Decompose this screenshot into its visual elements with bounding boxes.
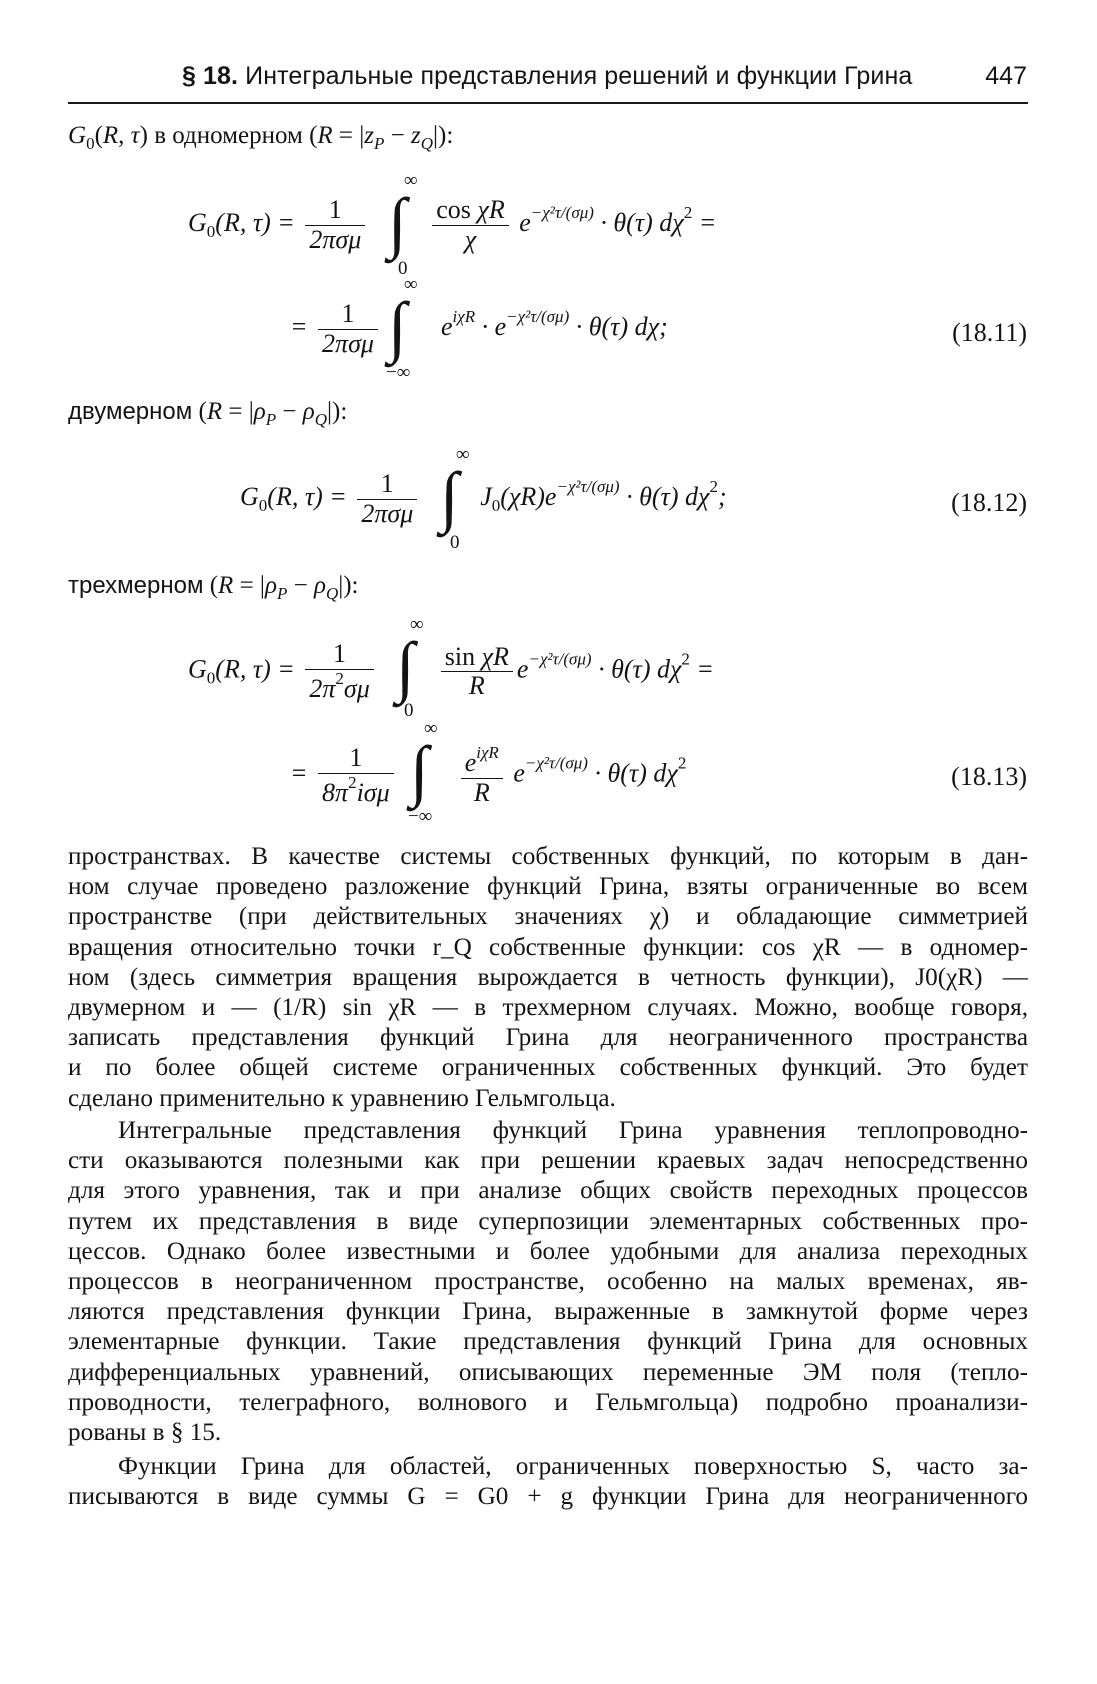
book-page: § 18. Интегральные представления решений и функции Грина 447 $G_0(R$, τ) в одномерном $(R = |z_P - z_Q|)$: $G_0(R$, τ) = $\frac{1}{\text{2πσμ}}$ $\frac{\text{cos χR}}{\chi}$ $e^{-\chi^2\tau/(\sigma\mu)} \cdot \theta(\tau) d\chi^2$ = ∫ ∞ 0 = $\frac{1}{\text{2πσμ}}$ $e^{i\chi R} \cdot e^{-\chi^2\tau/(\sigma\mu)} \cdot \theta(\tau)$ dχ; ∫ ∞ −∞ (18.11) двумерном $(R = |\rho_P - \rho_Q|)$: $G_0(R$, τ) = $\frac{1}{\text{2πσμ}}$ $J_0(\chi R)e^{-\chi^2\tau/(\sigma\mu)} \cdot \theta(\tau)$ $d\chi^2$; ∫ ∞ 0 (18.12) трехмерном $(R = |\rho_P - \rho_Q|)$: $G_0(R$, τ) = $\frac{1}{2\pi^2\sigma\mu}$ $\frac{\text{sin χR}}{R}$ $e^{-\chi^2\tau/(\sigma\mu)} \cdot \theta(\tau) d\chi^2$ = ∫ ∞ 0 = $\frac{1}{8\pi^2i\sigma\mu}$ $\frac{e^{i\chi R}}{R}$ $e^{-\chi^2\tau/(\sigma\mu)} \cdot \theta(\tau)$ $d\chi^2$ ∫ ∞ −∞ (18.13) пространствах. В качестве системы собственных функций, по которым в дан- ном случае проведено разложение функций Грина, взяты ограниченные во всем пространстве (при действительных значениях χ) и обладающие симметрией вращения относительно точки r_Q собственные функции: cos χR — в одномер- ном (здесь симметрия вращения вырождается в четность функции), J0(χR) — двумерном и — (1/R) sin χR — в трехмерном случаях. Можно, вообще говоря, записать представления функций Грина для неограниченного пространства и по более общей системе ограниченных собственных функций. Это будет сделано применительно к уравнению Гельмгольца. Интегральные представления функций Грина уравнения теплопроводно- сти оказываются полезными как при решении краевых задач непосредственно для этого уравнения, так и при анализе общих свойств переходных процессов путем их представления в виде суперпозиции элементарных собственных про- цессов. Однако более известными и более удобными для анализа переходных процессов в неограниченном пространстве, особенно на малых временах, яв- ляются представления функции Грина, выраженные в замкнутой форме через элементарные функции. Такие представления функций Грина для основных дифференциальных уравнений, описывающих переменные ЭМ поля (тепло- проводности, телеграфного, волнового и Гельмгольца) подробно проанализи- рованы в § 15. Функции Грина для областей, ограниченных поверхностью S, часто за- писываются в виде суммы G = G0 + g функции Грина для неограниченного bbox=[0, 0, 1097, 1684]
intro-two-dim: двумерном $(R = |\rho_P - \rho_Q|)$: bbox=[68, 398, 348, 429]
text-line: путем их представления в виде суперпозиции элементарных собственных про- bbox=[68, 1207, 1028, 1235]
paragraph-3 bbox=[68, 1452, 1028, 1512]
integral-sign: ∫ bbox=[388, 184, 407, 260]
equation-number: (18.12) bbox=[951, 488, 1027, 517]
text-line: для этого уравнения, так и при анализе общих свойств переходных процессов bbox=[68, 1177, 1028, 1205]
text-line: проводности, телеграфного, волнового и Гельмгольца) подробно проанализи- bbox=[68, 1388, 1028, 1416]
integral-sign: ∫ bbox=[410, 732, 429, 808]
equation-3d-second: = $\frac{1}{8\pi^2i\sigma\mu}$ $\frac{e^{i\chi R}}{R}$ $e^{-\chi^2\tau/(\sigma\mu)} \cdot \theta(\tau)$ $d\chi^2$ bbox=[290, 743, 687, 807]
equation-3d-first: $G_0(R$, τ) = $\frac{1}{2\pi^2\sigma\mu}$ $\frac{\text{sin χR}}{R}$ $e^{-\chi^2\tau/(\sigma\mu)} \cdot \theta(\tau) d\chi^2$ = bbox=[188, 639, 714, 703]
integral-sign: ∫ bbox=[388, 288, 407, 364]
text-line: и по более общей системе ограниченных собственных функций. Это будет bbox=[68, 1054, 1028, 1082]
text-line: рованы в § 15. bbox=[68, 1418, 222, 1446]
text-line: вращения относительно точки r_Q собственные функции: cos χR — в одномер- bbox=[68, 933, 1028, 961]
intro-three-dim: трехмерном $(R = |\rho_P - \rho_Q|)$: bbox=[68, 572, 359, 603]
text-line: процессов в неограниченном пространстве, особенно на малых временах, яв- bbox=[68, 1267, 1028, 1295]
intro-three-dim-label: трехмерном bbox=[68, 572, 204, 599]
text-line: ном (здесь симметрия вращения вырождается в четность функции), J0(χR) — bbox=[68, 963, 1028, 991]
section-number: § 18. bbox=[182, 62, 239, 90]
intro-two-dim-label: двумерном bbox=[68, 398, 193, 425]
text-line: цессов. Однако более известными и более удобными для анализа переходных bbox=[68, 1237, 1028, 1265]
text-line: ном случае проведено разложение функций Грина, взяты ограниченные во всем bbox=[68, 873, 1028, 901]
integral-sign: ∫ bbox=[396, 628, 415, 704]
paragraph-2 bbox=[68, 1116, 1028, 1448]
equation-2d: $G_0(R$, τ) = $\frac{1}{\text{2πσμ}}$ $J_0(\chi R)e^{-\chi^2\tau/(\sigma\mu)} \cdot \theta(\tau)$ $d\chi^2$; bbox=[240, 469, 727, 528]
text-line: Функции Грина для областей, ограниченных поверхностью S, часто за- bbox=[118, 1453, 1028, 1480]
text-line: сделано применительно к уравнению Гельмгольца. bbox=[68, 1084, 616, 1112]
integral-sign: ∫ bbox=[440, 458, 459, 534]
intro-one-dim: $G_0(R$, τ) в одномерном $(R = |z_P - z_Q|)$: bbox=[68, 122, 454, 153]
text-line: двумерном и — (1/R) sin χR — в трехмерном случаях. Можно, вообще говоря, bbox=[68, 993, 1028, 1021]
header-rule bbox=[68, 102, 1028, 104]
paragraph-1 bbox=[68, 842, 1028, 1114]
running-head bbox=[182, 62, 912, 91]
text-line: сти оказываются полезными как при решении краевых задач непосредственно bbox=[68, 1147, 1028, 1175]
text-line: ляются представления функции Грина, выраженные в замкнутой форме через bbox=[68, 1298, 1028, 1326]
equation-number: (18.13) bbox=[951, 762, 1027, 791]
intro-one-dim-label: в одномерном bbox=[154, 122, 303, 149]
text-line: писываются в виде суммы G = G0 + g функции Грина для неограниченного bbox=[68, 1483, 1028, 1511]
equation-1d-second: = $\frac{1}{\text{2πσμ}}$ $e^{i\chi R} \cdot e^{-\chi^2\tau/(\sigma\mu)} \cdot \theta(\tau)$ dχ; bbox=[290, 299, 668, 358]
text-line: пространствах. В качестве системы собственных функций, по которым в дан- bbox=[68, 843, 1028, 870]
text-line: пространстве (при действительных значениях χ) и обладающие симметрией bbox=[68, 903, 1028, 931]
text-line: элементарные функции. Такие представления функций Грина для основных bbox=[68, 1328, 1028, 1356]
text-line: записать представления функций Грина для неограниченного пространства bbox=[68, 1024, 1028, 1052]
text-line: дифференциальных уравнений, описывающих переменные ЭМ поля (тепло- bbox=[68, 1358, 1028, 1386]
page-number: 447 bbox=[985, 62, 1027, 90]
running-head-title: Интегральные представления решений и функции Грина bbox=[245, 62, 913, 90]
equation-1d-first: $G_0(R$, τ) = $\frac{1}{\text{2πσμ}}$ $\frac{\text{cos χR}}{\chi}$ $e^{-\chi^2\tau/(\sigma\mu)} \cdot \theta(\tau) d\chi^2$ = bbox=[188, 195, 717, 254]
text-line: Интегральные представления функций Грина уравнения теплопроводно- bbox=[118, 1117, 1028, 1144]
equation-number: (18.11) bbox=[952, 318, 1027, 347]
